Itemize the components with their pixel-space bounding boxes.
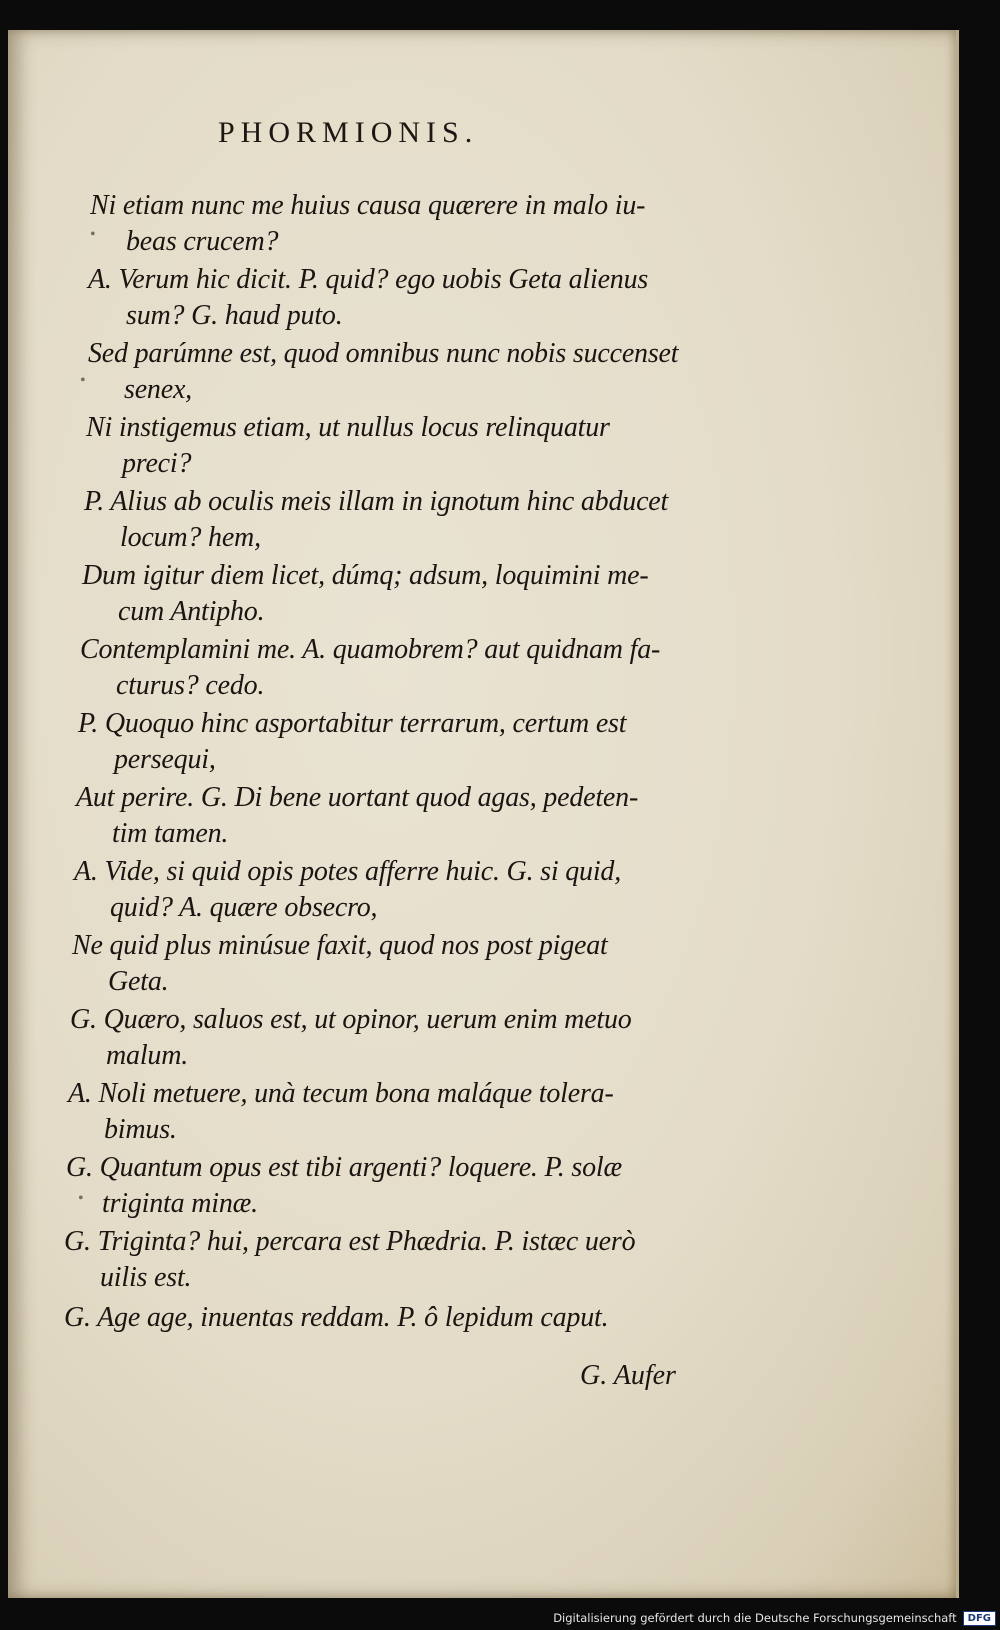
text-line: A. Noli metuere, unà tecum bona maláque tolera- (68, 1078, 614, 1109)
text-line: G. Quæro, saluos est, ut opinor, uerum enim metuo (70, 1004, 632, 1035)
text-line: senex, (124, 374, 192, 405)
text-line: Aut perire. G. Di bene uortant quod agas, pedeten- (76, 782, 639, 813)
text-line: Contemplamini me. A. quamobrem? aut quidnam fa- (80, 634, 661, 665)
digitization-credit (553, 1606, 996, 1630)
text-line: bimus. (104, 1114, 177, 1145)
text-line: uilis est. (100, 1262, 192, 1293)
text-line: triginta minæ. (102, 1188, 258, 1219)
page-text-block (8, 30, 956, 1598)
text-line: G. Quantum opus est tibi argenti? loquere. P. solæ (66, 1152, 622, 1183)
text-line: Ne quid plus minúsue faxit, quod nos post pigeat (72, 930, 608, 961)
text-line: locum? hem, (120, 522, 261, 553)
text-line: preci? (122, 448, 192, 479)
text-line: cum Antipho. (118, 596, 265, 627)
dfg-logo: DFG (963, 1611, 996, 1626)
text-line: G. Age age, inuentas reddam. P. ô lepidum caput. (64, 1302, 609, 1333)
catchword: G. Aufer (580, 1360, 676, 1391)
text-line: sum? G. haud puto. (126, 300, 343, 331)
credit-text: Digitalisierung gefördert durch die Deutsche Forschungsgemeinschaft (553, 1611, 957, 1625)
text-line: persequi, (114, 744, 216, 775)
text-line: tim tamen. (112, 818, 229, 849)
text-line: quid? A. quære obsecro, (110, 892, 378, 923)
running-head: PHORMIONIS. (218, 116, 479, 149)
text-line: Geta. (108, 966, 169, 997)
text-line: A. Vide, si quid opis potes afferre huic. G. si quid, (74, 856, 622, 887)
ink-speck: • (90, 226, 96, 243)
text-line: cturus? cedo. (116, 670, 265, 701)
text-line: Sed parúmne est, quod omnibus nunc nobis succenset (88, 338, 679, 369)
ink-speck: • (78, 1190, 84, 1207)
text-line: A. Verum hic dicit. P. quid? ego uobis Geta alienus (88, 264, 649, 295)
book-page (8, 30, 959, 1598)
text-line: Ni instigemus etiam, ut nullus locus relinquatur (86, 412, 610, 443)
text-line: G. Triginta? hui, percara est Phædria. P. istæc uerò (64, 1226, 636, 1257)
text-line: P. Quoquo hinc asportabitur terrarum, certum est (78, 708, 627, 739)
ink-speck: • (80, 372, 86, 389)
text-line: beas crucem? (126, 226, 279, 257)
text-line: Ni etiam nunc me huius causa quærere in malo iu- (90, 190, 646, 221)
text-line: P. Alius ab oculis meis illam in ignotum hinc abducet (84, 486, 669, 517)
text-line: malum. (106, 1040, 189, 1071)
text-line: Dum igitur diem licet, dúmq; adsum, loquimini me- (82, 560, 649, 591)
